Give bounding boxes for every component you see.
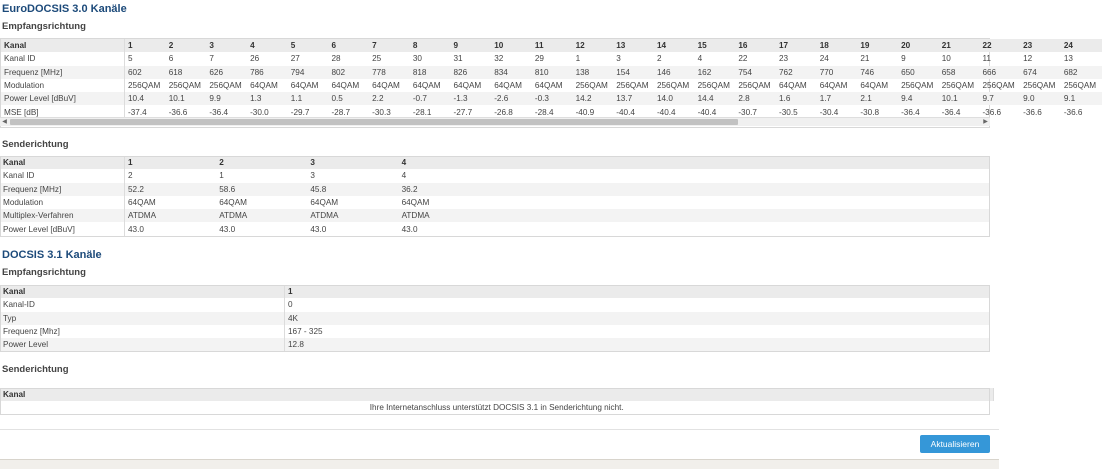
channel-header-cell: 2 (166, 39, 207, 52)
table-cell: -36.6 (1023, 107, 1042, 117)
table-cell: 7 (209, 54, 214, 64)
table-cell: ATDMA (307, 209, 398, 222)
channel-header-cell: 19 (857, 39, 898, 52)
table-cell: 834 (491, 66, 532, 79)
channel-header-cell: 18 (817, 39, 858, 52)
table-cell: 2.2 (369, 92, 410, 105)
scroll-left-icon[interactable]: ◀ (2, 119, 7, 125)
channel-header-cell: 22 (979, 39, 1020, 52)
table-cell: 36.2 (399, 183, 490, 196)
docsis30-downstream-scroll[interactable] (0, 38, 1097, 128)
table-cell: 14.4 (695, 92, 736, 105)
docsis31-upstream-table (0, 388, 994, 415)
table-cell: -28.7 (331, 107, 351, 117)
table-cell: 746 (857, 66, 898, 79)
table-row (1, 52, 1102, 65)
table-cell: 64QAM (219, 198, 247, 208)
table-cell: 256QAM (1023, 81, 1056, 91)
channel-header-cell: 7 (369, 39, 410, 52)
table-cell: 2.8 (735, 92, 776, 105)
channel-header-cell: 4 (399, 156, 490, 169)
table-cell: -40.4 (656, 107, 676, 117)
refresh-button[interactable]: Aktualisieren (920, 435, 990, 453)
table-cell: 28 (331, 54, 341, 64)
table-cell: 21 (860, 54, 870, 64)
table-cell: 27 (290, 54, 300, 64)
table-cell: -36.4 (941, 107, 961, 117)
table-cell: 162 (695, 66, 736, 79)
table-filler (490, 156, 990, 169)
table-cell: 666 (979, 66, 1020, 79)
table-cell: 2.1 (857, 92, 898, 105)
table-row (0, 196, 990, 209)
table-cell: -37.4 (128, 107, 147, 117)
table-cell: 10.1 (166, 92, 207, 105)
table-cell: -28.1 (412, 107, 432, 117)
table-cell: -30.7 (738, 107, 757, 117)
table-cell: 64QAM (331, 81, 360, 91)
channel-header-cell: 20 (898, 39, 939, 52)
table-cell: 13.7 (613, 92, 654, 105)
table-cell: 31 (453, 54, 463, 64)
row-label: Kanal ID (1, 52, 125, 65)
table-cell: 24 (819, 54, 829, 64)
table-cell: -1.3 (451, 92, 492, 105)
table-row (0, 338, 990, 351)
row-label: Modulation (1, 79, 125, 92)
channel-header-cell: 1 (125, 156, 217, 169)
channel-header-cell: 6 (328, 39, 369, 52)
docsis30-downstream-table (1, 39, 1102, 119)
row-label: Kanal (1, 39, 125, 52)
table-cell: 256QAM (128, 81, 161, 91)
table-cell: 4 (401, 171, 407, 181)
table-filler (490, 196, 990, 209)
table-cell: 32 (494, 54, 504, 64)
table-row (1, 92, 1102, 105)
table-cell: -36.6 (982, 107, 1002, 117)
table-cell: 64QAM (250, 81, 278, 91)
row-label: MSE [dB] (1, 105, 125, 118)
row-label: Frequenz [MHz] (0, 183, 125, 196)
table-cell: -36.6 (168, 107, 188, 117)
row-label: Power Level [dBuV] (1, 92, 125, 105)
table-cell: 256QAM (168, 81, 201, 91)
channel-header-cell: 24 (1061, 39, 1102, 52)
table-row (0, 183, 990, 196)
row-label: Kanal-ID (0, 298, 285, 311)
table-cell: 23 (779, 54, 789, 64)
table-row (0, 401, 994, 414)
table-cell: 778 (369, 66, 410, 79)
channel-header-cell: 13 (613, 39, 654, 52)
table-cell: 64QAM (453, 81, 482, 91)
table-cell: 1 (575, 54, 581, 64)
table-cell: 658 (939, 66, 980, 79)
row-label: Kanal ID (0, 169, 125, 182)
table-cell: 12 (1023, 54, 1033, 64)
table-cell: 256QAM (738, 81, 771, 91)
channel-header-cell: 8 (410, 39, 451, 52)
row-label: Modulation (0, 196, 125, 209)
table-cell: 256QAM (1063, 81, 1097, 91)
table-cell: 256QAM (697, 81, 730, 91)
channel-header-cell: 3 (307, 156, 398, 169)
channel-header-cell: 23 (1020, 39, 1061, 52)
table-cell: 626 (206, 66, 247, 79)
table-cell: 1.3 (247, 92, 288, 105)
table-cell: 64QAM (494, 81, 522, 91)
table-cell: 14.2 (573, 92, 614, 105)
table-cell: 9.4 (898, 92, 939, 105)
table-cell: -40.4 (697, 107, 717, 117)
table-cell: 10.1 (939, 92, 980, 105)
scrollbar-thumb[interactable] (10, 119, 738, 125)
table-cell: -36.4 (901, 107, 920, 117)
channel-header-cell: 1 (285, 285, 991, 298)
channel-header-cell: 14 (654, 39, 695, 52)
table-cell: 52.2 (125, 183, 217, 196)
table-cell: -30.3 (372, 107, 391, 117)
table-cell: 29 (534, 54, 544, 64)
table-filler (490, 222, 990, 235)
table-row (0, 285, 990, 298)
table-cell: 43.0 (219, 224, 236, 234)
channel-header-cell: 10 (491, 39, 532, 52)
table-cell: ATDMA (399, 209, 490, 222)
channel-header-cell: 11 (532, 39, 573, 52)
channel-header-cell: 3 (206, 39, 247, 52)
table-cell: 762 (776, 66, 817, 79)
row-label: Multiplex-Verfahren (0, 209, 125, 222)
table-cell: 1.7 (817, 92, 858, 105)
table-row (0, 156, 990, 169)
table-cell: 58.6 (216, 183, 307, 196)
channel-header-cell: 21 (939, 39, 980, 52)
docsis31-title: DOCSIS 3.1 Kanäle (2, 249, 102, 261)
docsis30-upstream-table (0, 156, 990, 236)
table-cell: 256QAM (616, 81, 649, 91)
table-cell: 9 (901, 54, 906, 64)
row-label: Power Level [dBuV] (0, 222, 125, 235)
table-cell: 64QAM (534, 81, 563, 91)
table-cell: 10.4 (125, 92, 166, 105)
table-cell: -30.0 (250, 107, 269, 117)
table-cell: -30.5 (779, 107, 798, 117)
table-cell: 30 (412, 54, 422, 64)
table-cell: 770 (817, 66, 858, 79)
row-label: Frequenz [MHz] (1, 66, 125, 79)
channel-header-cell: 1 (125, 39, 166, 52)
table-cell: 754 (735, 66, 776, 79)
table-cell: 794 (288, 66, 329, 79)
table-cell: 64QAM (860, 81, 889, 91)
table-cell: 64QAM (401, 198, 430, 208)
table-row (0, 169, 990, 182)
table-cell: -28.4 (534, 107, 554, 117)
table-cell: 64QAM (310, 198, 339, 208)
table-cell: 26 (250, 54, 260, 64)
scroll-right-icon[interactable]: ▶ (983, 119, 988, 125)
table-cell: 64QAM (128, 198, 156, 208)
table-cell: 256QAM (656, 81, 690, 91)
table-cell: 22 (738, 54, 748, 64)
table-cell: 12.8 (285, 338, 991, 351)
table-cell: -40.9 (575, 107, 595, 117)
channel-header-cell: 2 (216, 156, 307, 169)
table-cell: 786 (247, 66, 288, 79)
channel-header-cell: 12 (573, 39, 614, 52)
table-row (0, 325, 990, 338)
table-row (1, 39, 1102, 52)
table-cell: 167 - 325 (288, 327, 323, 337)
channel-header-cell: 9 (451, 39, 492, 52)
table-cell: 682 (1061, 66, 1102, 79)
channel-header-cell: 16 (735, 39, 776, 52)
table-cell: 818 (410, 66, 451, 79)
table-cell: -40.4 (616, 107, 635, 117)
table-cell: 64QAM (819, 81, 848, 91)
table-cell: 4 (697, 54, 703, 64)
table-row (0, 209, 990, 222)
row-label: Frequenz [Mhz] (0, 325, 285, 338)
channel-header-cell: 5 (288, 39, 329, 52)
table-cell: 256QAM (941, 81, 975, 91)
table-cell: ATDMA (125, 209, 217, 222)
table-cell: 810 (532, 66, 573, 79)
table-cell: 5 (128, 54, 133, 64)
horizontal-scrollbar[interactable] (0, 117, 990, 126)
table-cell: 2 (128, 171, 133, 181)
table-cell: 1.1 (288, 92, 329, 105)
table-cell: 45.8 (307, 183, 398, 196)
docsis31-upstream-header: Kanal (0, 388, 994, 401)
channel-header-cell: 4 (247, 39, 288, 52)
table-cell: 43.0 (128, 224, 144, 234)
table-row (0, 388, 994, 401)
table-cell: -0.7 (410, 92, 451, 105)
table-cell: 43.0 (310, 224, 327, 234)
table-filler (490, 209, 990, 222)
table-cell: -26.8 (494, 107, 513, 117)
table-cell: 11 (982, 54, 991, 64)
table-cell: 3 (310, 171, 315, 181)
row-label: Kanal (0, 285, 285, 298)
table-cell: -36.4 (209, 107, 229, 117)
table-cell: -2.6 (491, 92, 532, 105)
table-cell: 0.5 (328, 92, 369, 105)
table-cell: -30.8 (860, 107, 880, 117)
table-cell: 9.0 (1020, 92, 1061, 105)
table-cell: 802 (328, 66, 369, 79)
table-cell: 602 (125, 66, 166, 79)
table-cell: -0.3 (532, 92, 573, 105)
docsis30-title: EuroDOCSIS 3.0 Kanäle (2, 3, 127, 15)
channel-header-cell: 15 (695, 39, 736, 52)
table-filler (490, 169, 990, 182)
table-cell: 9.9 (206, 92, 247, 105)
table-cell: 826 (451, 66, 492, 79)
table-cell: ATDMA (216, 209, 307, 222)
table-cell: 64QAM (290, 81, 319, 91)
row-label: Kanal (0, 156, 125, 169)
table-cell: 3 (616, 54, 621, 64)
table-cell: 256QAM (982, 81, 1015, 91)
table-cell: 618 (166, 66, 207, 79)
table-cell: 154 (613, 66, 654, 79)
table-cell: 10 (941, 54, 951, 64)
table-cell: 1.6 (776, 92, 817, 105)
table-cell: -27.7 (453, 107, 473, 117)
table-cell: -29.7 (290, 107, 310, 117)
table-cell: 2 (656, 54, 662, 64)
docsis31-downstream-table (0, 285, 990, 351)
table-cell: 64QAM (779, 81, 807, 91)
bottom-bar (0, 459, 999, 469)
table-cell: 674 (1020, 66, 1061, 79)
table-row (1, 79, 1102, 92)
table-cell: 146 (654, 66, 695, 79)
table-row (0, 312, 990, 325)
table-cell: 4K (285, 312, 991, 325)
row-label: Power Level (0, 338, 285, 351)
table-row (1, 66, 1102, 79)
table-cell: 13 (1063, 54, 1073, 64)
table-cell: 650 (898, 66, 939, 79)
docsis31-downstream-title: Empfangsrichtung (2, 267, 86, 278)
docsis31-upstream-message: Ihre Internetanschluss unterstützt DOCSIS 3.1 in Senderichtung nicht. (0, 401, 994, 414)
docsis30-upstream-title: Senderichtung (2, 139, 69, 150)
row-label: Typ (0, 312, 285, 325)
table-cell: 0 (288, 300, 293, 310)
table-cell: 6 (168, 54, 174, 64)
table-filler (490, 183, 990, 196)
table-cell: 64QAM (372, 81, 400, 91)
table-cell: 25 (372, 54, 382, 64)
table-cell: 1 (219, 171, 224, 181)
docsis30-downstream-title: Empfangsrichtung (2, 21, 86, 32)
table-cell: 256QAM (575, 81, 608, 91)
table-cell: 9.1 (1061, 92, 1102, 105)
table-row (0, 222, 990, 235)
table-cell: 14.0 (654, 92, 695, 105)
table-cell: 256QAM (209, 81, 242, 91)
table-cell: 9.7 (979, 92, 1020, 105)
docsis31-upstream-title: Senderichtung (2, 364, 69, 375)
table-cell: 138 (573, 66, 614, 79)
table-cell: 43.0 (401, 224, 418, 234)
table-cell: -36.6 (1063, 107, 1083, 117)
table-cell: -30.4 (819, 107, 839, 117)
table-cell: 64QAM (412, 81, 441, 91)
footer-divider (0, 429, 999, 430)
table-cell: 256QAM (901, 81, 934, 91)
channel-header-cell: 17 (776, 39, 817, 52)
table-row (0, 298, 990, 311)
